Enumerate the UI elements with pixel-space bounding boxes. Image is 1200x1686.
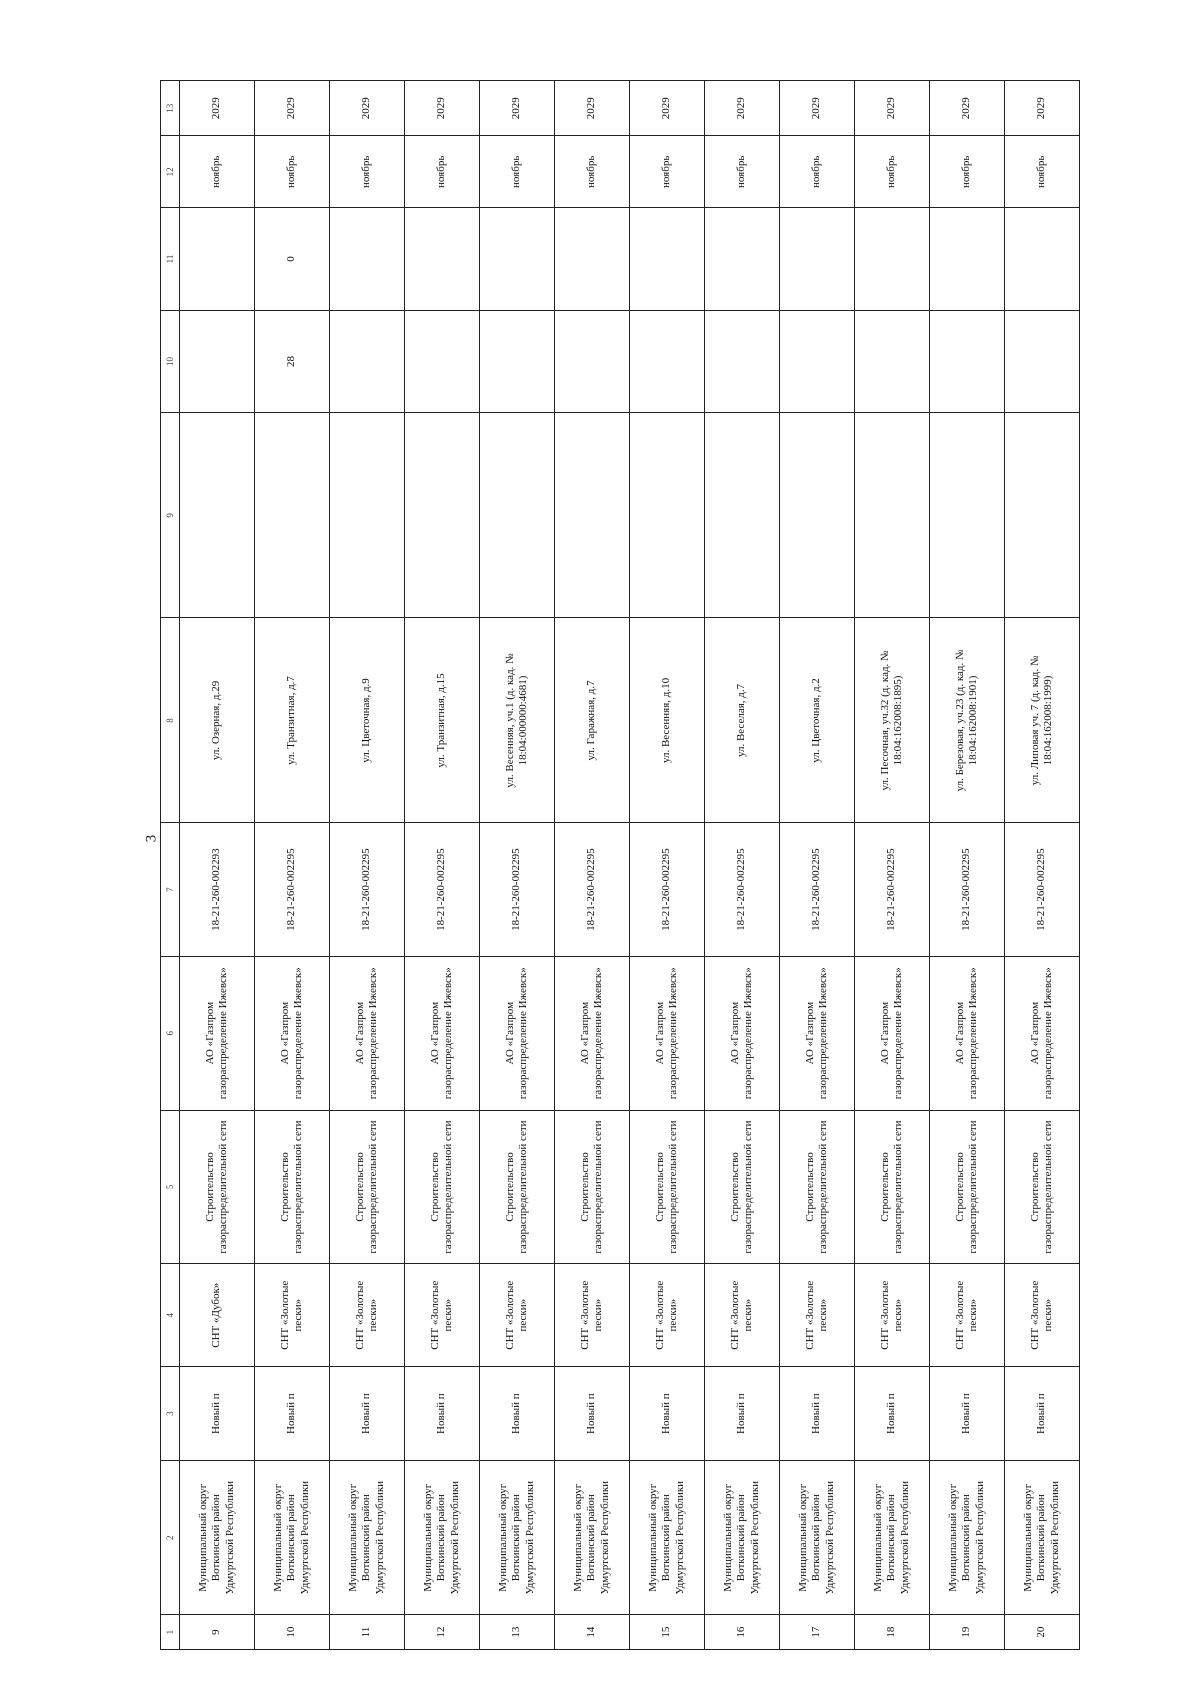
program-number-cell: 18-21-260-002295 [630, 823, 705, 956]
address-cell: ул. Весенняя, уч.1 (д. кад. № 18:04:000000:4681) [480, 618, 555, 823]
address-cell: ул. Озерная, д.29 [180, 618, 255, 823]
year-cell: 2029 [705, 81, 780, 136]
organization-cell: АО «Газпром газораспределение Ижевск» [330, 956, 405, 1110]
col-10-cell [930, 310, 1005, 413]
address-cell: ул. Транзитная, д.15 [405, 618, 480, 823]
row-number-cell: 15 [630, 1615, 705, 1650]
col-10-cell [480, 310, 555, 413]
col-9-cell [555, 413, 630, 618]
col-11-cell [930, 208, 1005, 311]
settlement-cell: Новый п [705, 1366, 780, 1460]
row-number-cell: 17 [780, 1615, 855, 1650]
table-row [480, 81, 555, 1650]
month-cell: ноябрь [330, 136, 405, 208]
municipality-cell: Муниципальный округ Воткинский район Удмуртской Республики [780, 1461, 855, 1615]
settlement-cell: Новый п [480, 1366, 555, 1460]
col-11-cell [1005, 208, 1080, 311]
program-number-cell: 18-21-260-002295 [780, 823, 855, 956]
work-type-cell: Строительство газораспределительной сети [555, 1110, 630, 1264]
settlement-cell: Новый п [780, 1366, 855, 1460]
work-type-cell: Строительство газораспределительной сети [255, 1110, 330, 1264]
program-number-cell: 18-21-260-002295 [930, 823, 1005, 956]
column-number-13: 13 [161, 81, 180, 136]
column-number-4: 4 [161, 1264, 180, 1367]
col-9-cell [1005, 413, 1080, 618]
address-cell: ул. Песочная, уч.32 (д. кад. № 18:04:162008:1895) [855, 618, 930, 823]
table-row [930, 81, 1005, 1650]
page-number: 3 [143, 834, 160, 843]
row-number-cell: 16 [705, 1615, 780, 1650]
municipality-cell: Муниципальный округ Воткинский район Удмуртской Республики [405, 1461, 480, 1615]
month-cell: ноябрь [555, 136, 630, 208]
table-row [255, 81, 330, 1650]
snt-name-cell: СНТ «Золотые пески» [780, 1264, 855, 1367]
month-cell: ноябрь [180, 136, 255, 208]
month-cell: ноябрь [855, 136, 930, 208]
settlement-cell: Новый п [255, 1366, 330, 1460]
col-9-cell [255, 413, 330, 618]
column-number-3: 3 [161, 1366, 180, 1460]
table-row [1005, 81, 1080, 1650]
municipality-cell: Муниципальный округ Воткинский район Удмуртской Республики [555, 1461, 630, 1615]
table-body [180, 81, 1080, 1650]
year-cell: 2029 [555, 81, 630, 136]
table-row [180, 81, 255, 1650]
organization-cell: АО «Газпром газораспределение Ижевск» [180, 956, 255, 1110]
snt-name-cell: СНТ «Золотые пески» [255, 1264, 330, 1367]
year-cell: 2029 [855, 81, 930, 136]
year-cell: 2029 [180, 81, 255, 136]
gasification-table [160, 80, 1080, 1650]
address-cell: ул. Транзитная, д.7 [255, 618, 330, 823]
snt-name-cell: СНТ «Золотые пески» [405, 1264, 480, 1367]
col-10-cell [855, 310, 930, 413]
work-type-cell: Строительство газораспределительной сети [405, 1110, 480, 1264]
col-9-cell [405, 413, 480, 618]
settlement-cell: Новый п [330, 1366, 405, 1460]
column-number-2: 2 [161, 1461, 180, 1615]
table-row [330, 81, 405, 1650]
row-number-cell: 12 [405, 1615, 480, 1650]
col-11-cell [630, 208, 705, 311]
work-type-cell: Строительство газораспределительной сети [855, 1110, 930, 1264]
month-cell: ноябрь [930, 136, 1005, 208]
settlement-cell: Новый п [555, 1366, 630, 1460]
organization-cell: АО «Газпром газораспределение Ижевск» [930, 956, 1005, 1110]
col-10-cell [555, 310, 630, 413]
municipality-cell: Муниципальный округ Воткинский район Удмуртской Республики [480, 1461, 555, 1615]
organization-cell: АО «Газпром газораспределение Ижевск» [780, 956, 855, 1110]
work-type-cell: Строительство газораспределительной сети [630, 1110, 705, 1264]
col-11-cell [405, 208, 480, 311]
work-type-cell: Строительство газораспределительной сети [1005, 1110, 1080, 1264]
row-number-cell: 13 [480, 1615, 555, 1650]
column-number-1: 1 [161, 1615, 180, 1650]
col-10-cell [405, 310, 480, 413]
program-number-cell: 18-21-260-002295 [1005, 823, 1080, 956]
col-10-cell [180, 310, 255, 413]
organization-cell: АО «Газпром газораспределение Ижевск» [855, 956, 930, 1110]
col-11-cell [555, 208, 630, 311]
column-number-10: 10 [161, 310, 180, 413]
col-11-cell: 0 [255, 208, 330, 311]
municipality-cell: Муниципальный округ Воткинский район Удмуртской Республики [255, 1461, 330, 1615]
snt-name-cell: СНТ «Золотые пески» [930, 1264, 1005, 1367]
address-cell: ул. Березовая, уч.23 (д. кад. № 18:04:162008:1901) [930, 618, 1005, 823]
col-9-cell [780, 413, 855, 618]
year-cell: 2029 [1005, 81, 1080, 136]
settlement-cell: Новый п [930, 1366, 1005, 1460]
year-cell: 2029 [630, 81, 705, 136]
col-10-cell [705, 310, 780, 413]
program-number-cell: 18-21-260-002295 [855, 823, 930, 956]
address-cell: ул. Цветочная, д.2 [780, 618, 855, 823]
table-row [780, 81, 855, 1650]
column-number-11: 11 [161, 208, 180, 311]
month-cell: ноябрь [630, 136, 705, 208]
program-number-cell: 18-21-260-002295 [330, 823, 405, 956]
address-cell: ул. Веселая, д.7 [705, 618, 780, 823]
col-11-cell [855, 208, 930, 311]
col-11-cell [330, 208, 405, 311]
snt-name-cell: СНТ «Золотые пески» [555, 1264, 630, 1367]
year-cell: 2029 [330, 81, 405, 136]
column-number-7: 7 [161, 823, 180, 956]
row-number-cell: 19 [930, 1615, 1005, 1650]
col-9-cell [855, 413, 930, 618]
municipality-cell: Муниципальный округ Воткинский район Удмуртской Республики [705, 1461, 780, 1615]
settlement-cell: Новый п [1005, 1366, 1080, 1460]
address-cell: ул. Цветочная, д.9 [330, 618, 405, 823]
municipality-cell: Муниципальный округ Воткинский район Удмуртской Республики [930, 1461, 1005, 1615]
work-type-cell: Строительство газораспределительной сети [480, 1110, 555, 1264]
work-type-cell: Строительство газораспределительной сети [780, 1110, 855, 1264]
program-number-cell: 18-21-260-002295 [555, 823, 630, 956]
snt-name-cell: СНТ «Золотые пески» [330, 1264, 405, 1367]
col-11-cell [480, 208, 555, 311]
year-cell: 2029 [255, 81, 330, 136]
month-cell: ноябрь [480, 136, 555, 208]
program-number-cell: 18-21-260-002295 [405, 823, 480, 956]
column-number-5: 5 [161, 1110, 180, 1264]
work-type-cell: Строительство газораспределительной сети [930, 1110, 1005, 1264]
municipality-cell: Муниципальный округ Воткинский район Удмуртской Республики [180, 1461, 255, 1615]
row-number-cell: 18 [855, 1615, 930, 1650]
settlement-cell: Новый п [405, 1366, 480, 1460]
work-type-cell: Строительство газораспределительной сети [705, 1110, 780, 1264]
row-number-cell: 14 [555, 1615, 630, 1650]
settlement-cell: Новый п [630, 1366, 705, 1460]
col-9-cell [705, 413, 780, 618]
col-9-cell [480, 413, 555, 618]
settlement-cell: Новый п [180, 1366, 255, 1460]
col-11-cell [180, 208, 255, 311]
year-cell: 2029 [780, 81, 855, 136]
col-11-cell [705, 208, 780, 311]
settlement-cell: Новый п [855, 1366, 930, 1460]
snt-name-cell: СНТ «Дубок» [180, 1264, 255, 1367]
month-cell: ноябрь [255, 136, 330, 208]
year-cell: 2029 [405, 81, 480, 136]
row-number-cell: 11 [330, 1615, 405, 1650]
municipality-cell: Муниципальный округ Воткинский район Удмуртской Республики [855, 1461, 930, 1615]
column-number-8: 8 [161, 618, 180, 823]
address-cell: ул. Гаражная, д.7 [555, 618, 630, 823]
year-cell: 2029 [480, 81, 555, 136]
col-9-cell [180, 413, 255, 618]
program-number-cell: 18-21-260-002293 [180, 823, 255, 956]
year-cell: 2029 [930, 81, 1005, 136]
table-row [855, 81, 930, 1650]
program-number-cell: 18-21-260-002295 [705, 823, 780, 956]
col-9-cell [330, 413, 405, 618]
organization-cell: АО «Газпром газораспределение Ижевск» [705, 956, 780, 1110]
municipality-cell: Муниципальный округ Воткинский район Удмуртской Республики [1005, 1461, 1080, 1615]
table-row [630, 81, 705, 1650]
column-number-12: 12 [161, 136, 180, 208]
organization-cell: АО «Газпром газораспределение Ижевск» [555, 956, 630, 1110]
organization-cell: АО «Газпром газораспределение Ижевск» [480, 956, 555, 1110]
snt-name-cell: СНТ «Золотые пески» [630, 1264, 705, 1367]
rotated-table-container [160, 80, 1080, 1650]
organization-cell: АО «Газпром газораспределение Ижевск» [1005, 956, 1080, 1110]
table-row [705, 81, 780, 1650]
snt-name-cell: СНТ «Золотые пески» [1005, 1264, 1080, 1367]
snt-name-cell: СНТ «Золотые пески» [855, 1264, 930, 1367]
organization-cell: АО «Газпром газораспределение Ижевск» [405, 956, 480, 1110]
program-number-cell: 18-21-260-002295 [480, 823, 555, 956]
header-row [161, 81, 180, 1650]
row-number-cell: 10 [255, 1615, 330, 1650]
address-cell: ул. Весенняя, д.10 [630, 618, 705, 823]
month-cell: ноябрь [405, 136, 480, 208]
col-11-cell [780, 208, 855, 311]
organization-cell: АО «Газпром газораспределение Ижевск» [255, 956, 330, 1110]
col-10-cell [780, 310, 855, 413]
address-cell: ул. Липовая уч. 7 (д. кад. № 18:04:162008:1999) [1005, 618, 1080, 823]
column-number-9: 9 [161, 413, 180, 618]
work-type-cell: Строительство газораспределительной сети [330, 1110, 405, 1264]
col-10-cell [330, 310, 405, 413]
col-9-cell [930, 413, 1005, 618]
work-type-cell: Строительство газораспределительной сети [180, 1110, 255, 1264]
col-10-cell [1005, 310, 1080, 413]
organization-cell: АО «Газпром газораспределение Ижевск» [630, 956, 705, 1110]
snt-name-cell: СНТ «Золотые пески» [480, 1264, 555, 1367]
col-10-cell: 28 [255, 310, 330, 413]
table-row [405, 81, 480, 1650]
municipality-cell: Муниципальный округ Воткинский район Удмуртской Республики [330, 1461, 405, 1615]
col-10-cell [630, 310, 705, 413]
month-cell: ноябрь [705, 136, 780, 208]
municipality-cell: Муниципальный округ Воткинский район Удмуртской Республики [630, 1461, 705, 1615]
row-number-cell: 20 [1005, 1615, 1080, 1650]
table-header [161, 81, 180, 1650]
month-cell: ноябрь [780, 136, 855, 208]
table-row [555, 81, 630, 1650]
row-number-cell: 9 [180, 1615, 255, 1650]
snt-name-cell: СНТ «Золотые пески» [705, 1264, 780, 1367]
col-9-cell [630, 413, 705, 618]
column-number-6: 6 [161, 956, 180, 1110]
month-cell: ноябрь [1005, 136, 1080, 208]
program-number-cell: 18-21-260-002295 [255, 823, 330, 956]
